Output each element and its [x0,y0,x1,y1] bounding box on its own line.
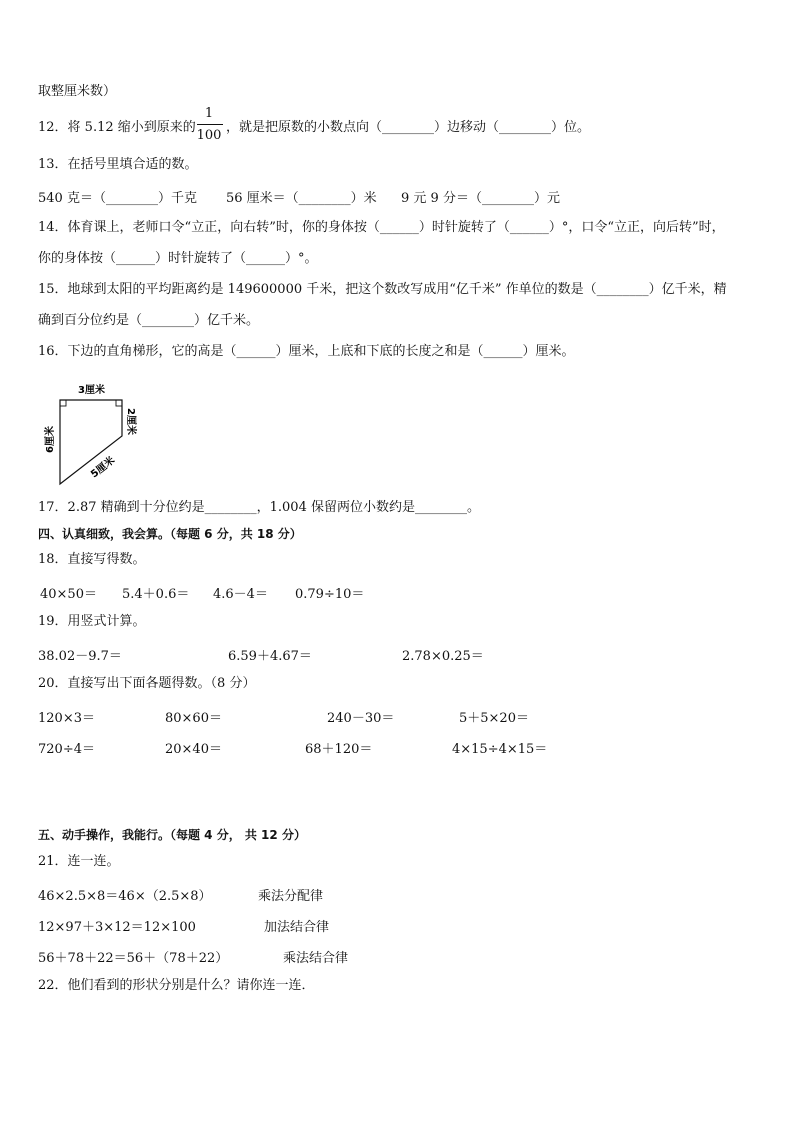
q11-tail: 取整厘米数） [38,84,117,99]
q21-right-item: 乘法分配律 [258,889,324,904]
q21-left-item: 56＋78＋22＝56＋（78＋22） [38,951,229,966]
q20-item: 120×3＝ [38,711,95,726]
q19-item: 2.78×0.25＝ [402,649,484,664]
q13-item: 9 元 9 分＝（________）元 [401,191,560,206]
q20-item: 80×60＝ [165,711,222,726]
q18-item: 0.79÷10＝ [295,587,365,602]
q13-item: 56 厘米＝（________）米 [226,191,377,206]
q12-frac-num: 1 [204,106,214,121]
q15-line2: 确到百分位约是（________）亿千米。 [38,313,260,328]
q12-frac-den: 100 [196,128,222,143]
label-slant: 5厘米 [89,455,118,481]
q19-item: 38.02－9.7＝ [38,649,122,664]
q18-item: 40×50＝ [40,587,97,602]
q20-item: 240－30＝ [327,711,395,726]
q19-stem: 19．用竖式计算。 [38,614,146,629]
q21-stem: 21．连一连。 [38,854,120,869]
q16-text: 16．下边的直角梯形，它的高是（______）厘米，上底和下底的长度之和是（______）厘米。 [38,344,575,359]
q21-left-item: 12×97＋3×12＝12×100 [38,920,196,935]
q12-before: 12．将 5.12 缩小到原来的 [38,120,196,135]
q18-stem: 18．直接写得数。 [38,552,146,567]
q14-line2: 你的身体按（______）时针旋转了（______）°。 [38,251,318,266]
q17: 17．2.87 精确到十分位约是________，1.004 保留两位小数约是________。 [38,500,480,515]
q21-right-item: 加法结合律 [264,920,330,935]
section-5-heading: 五、动手操作，我能行。（每题 4 分， 共 12 分） [38,828,306,842]
q20-item: 720÷4＝ [38,742,95,757]
fraction-bar [197,124,223,125]
q13-stem: 13．在括号里填合适的数。 [38,157,198,172]
label-top: 3厘米 [78,385,105,396]
q20-item: 5＋5×20＝ [459,711,529,726]
q12-after: ，就是把原数的小数点向（________）边移动（________）位。 [226,120,591,135]
q21-right-item: 乘法结合律 [283,951,349,966]
q14-line1: 14．体育课上，老师口令“立正，向右转”时，你的身体按（______）时针旋转了（______）°，口令“立正，向后转”时， [38,220,725,235]
q21-left-item: 46×2.5×8＝46×（2.5×8） [38,889,212,904]
q20-stem: 20．直接写出下面各题得数。（8 分） [38,676,256,691]
q18-item: 4.6－4＝ [213,587,268,602]
section-4-heading: 四、认真细致，我会算。（每题 6 分，共 18 分） [38,527,302,541]
q15-line1: 15．地球到太阳的平均距离约是 149600000 千米，把这个数改写成用“亿千米” 作单位的数是（________）亿千米，精 [38,282,727,297]
q18-item: 5.4＋0.6＝ [122,587,190,602]
q20-item: 68＋120＝ [305,742,373,757]
q20-item: 4×15÷4×15＝ [452,742,548,757]
label-left: 6厘米 [45,426,56,453]
q22: 22．他们看到的形状分别是什么？请你连一连． [38,978,315,993]
q20-item: 20×40＝ [165,742,222,757]
q13-item: 540 克＝（________）千克 [38,191,197,206]
label-right: 2厘米 [125,408,136,435]
right-trapezoid-figure [40,378,150,488]
q19-item: 6.59＋4.67＝ [228,649,312,664]
